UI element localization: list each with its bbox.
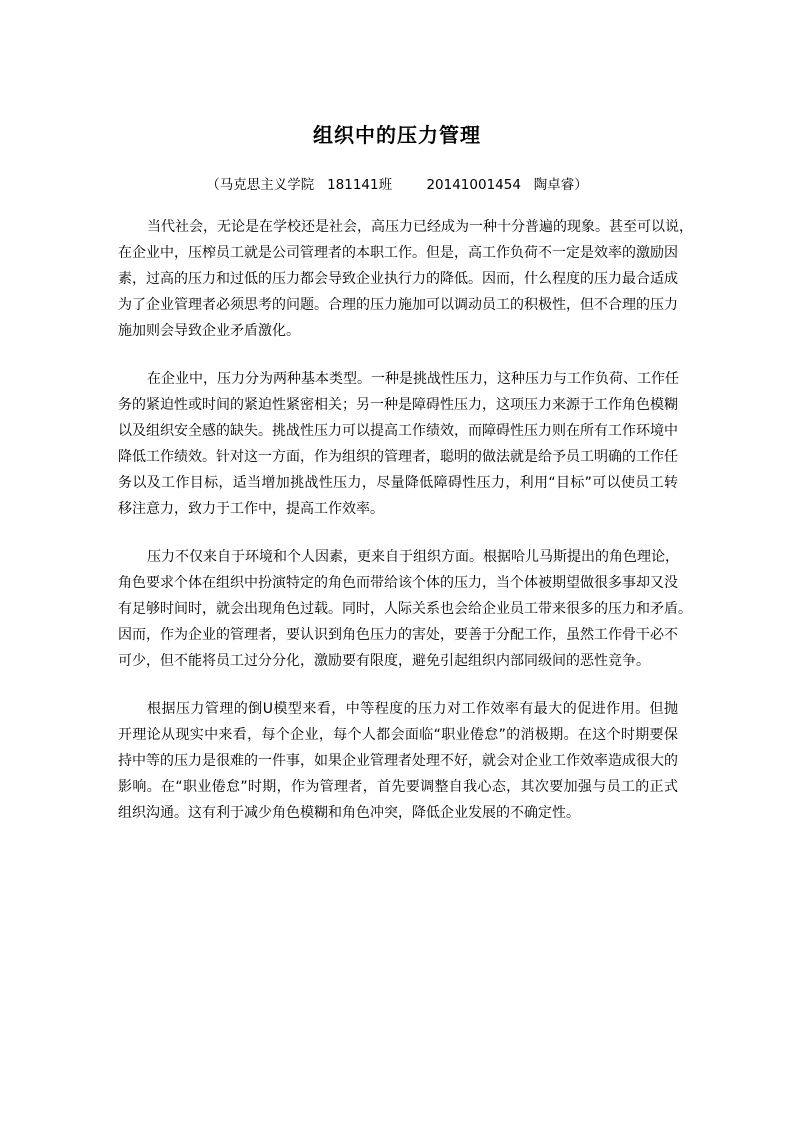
paragraph-1 — [118, 214, 693, 344]
text-line: 影响。在“职业倦怠”时期，作为管理者，首先要调整自我心态，其次要加强与员工的正式 — [118, 779, 678, 795]
text-line: 角色要求个体在组织中扮演特定的角色而带给该个体的压力，当个体被期望做很多事却又没 — [118, 575, 678, 591]
text-line: 素，过高的压力和过低的压力都会导致企业执行力的降低。因而，什么程度的压力最合适成 — [118, 271, 678, 287]
text-line: 开理论从现实中来看，每个企业，每个人都会面临“职业倦怠”的消极期。在这个时期要保 — [118, 727, 678, 743]
text-line: 以及组织安全感的缺失。挑战性压力可以提高工作绩效，而障碍性压力则在所有工作环境中 — [118, 423, 678, 439]
text-line: 降低工作绩效。针对这一方面，作为组织的管理者，聪明的做法就是给予员工明确的工作任 — [118, 449, 678, 465]
text-line: 组织沟通。这有利于减少角色模糊和角色冲突，降低企业发展的不确定性。 — [118, 805, 580, 821]
text-line: 当代社会，无论是在学校还是社会，高压力已经成为一种十分普遍的现象。甚至可以说， — [147, 219, 693, 235]
text-line: 可少，但不能将员工过分分化，激励要有限度，避免引起组织内部同级间的恶性竞争。 — [118, 653, 650, 669]
document-body — [118, 214, 693, 848]
text-line: 施加则会导致企业矛盾激化。 — [118, 323, 300, 339]
paragraph-4 — [118, 696, 678, 826]
text-line: 移注意力，致力于工作中，提高工作效率。 — [118, 501, 384, 517]
text-line: 为了企业管理者必须思考的问题。合理的压力施加可以调动员工的积极性，但不合理的压力 — [118, 297, 678, 313]
text-line: 根据压力管理的倒U模型来看，中等程度的压力对工作效率有最大的促进作用。但抛 — [147, 701, 678, 717]
paragraph-2 — [118, 366, 678, 522]
text-line: 有足够时间时，就会出现角色过载。同时，人际关系也会给企业员工带来很多的压力和矛盾。 — [118, 601, 692, 617]
text-line: 在企业中，压力分为两种基本类型。一种是挑战性压力，这种压力与工作负荷、工作任 — [147, 371, 679, 387]
text-line: 压力不仅来自于环境和个人因素，更来自于组织方面。根据哈儿马斯提出的角色理论， — [147, 549, 679, 565]
text-line: 务的紧迫性或时间的紧迫性紧密相关；另一种是障碍性压力，这项压力来源于工作角色模糊 — [118, 397, 678, 413]
text-line: 在企业中，压榨员工就是公司管理者的本职工作。但是，高工作负荷不一定是效率的激励因 — [118, 245, 678, 261]
text-line: 持中等的压力是很难的一件事，如果企业管理者处理不好，就会对企业工作效率造成很大的 — [118, 753, 678, 769]
text-line: 务以及工作目标，适当增加挑战性压力，尽量降低障碍性压力，利用“目标”可以使员工转 — [118, 475, 678, 491]
author-byline: （马克思主义学院 181141班 20141001454 陶卓睿） — [206, 177, 588, 193]
paragraph-3 — [118, 544, 692, 674]
text-line: 因而，作为企业的管理者，要认识到角色压力的害处，要善于分配工作，虽然工作骨干必不 — [118, 627, 678, 643]
document-title: 组织中的压力管理 — [313, 123, 481, 147]
